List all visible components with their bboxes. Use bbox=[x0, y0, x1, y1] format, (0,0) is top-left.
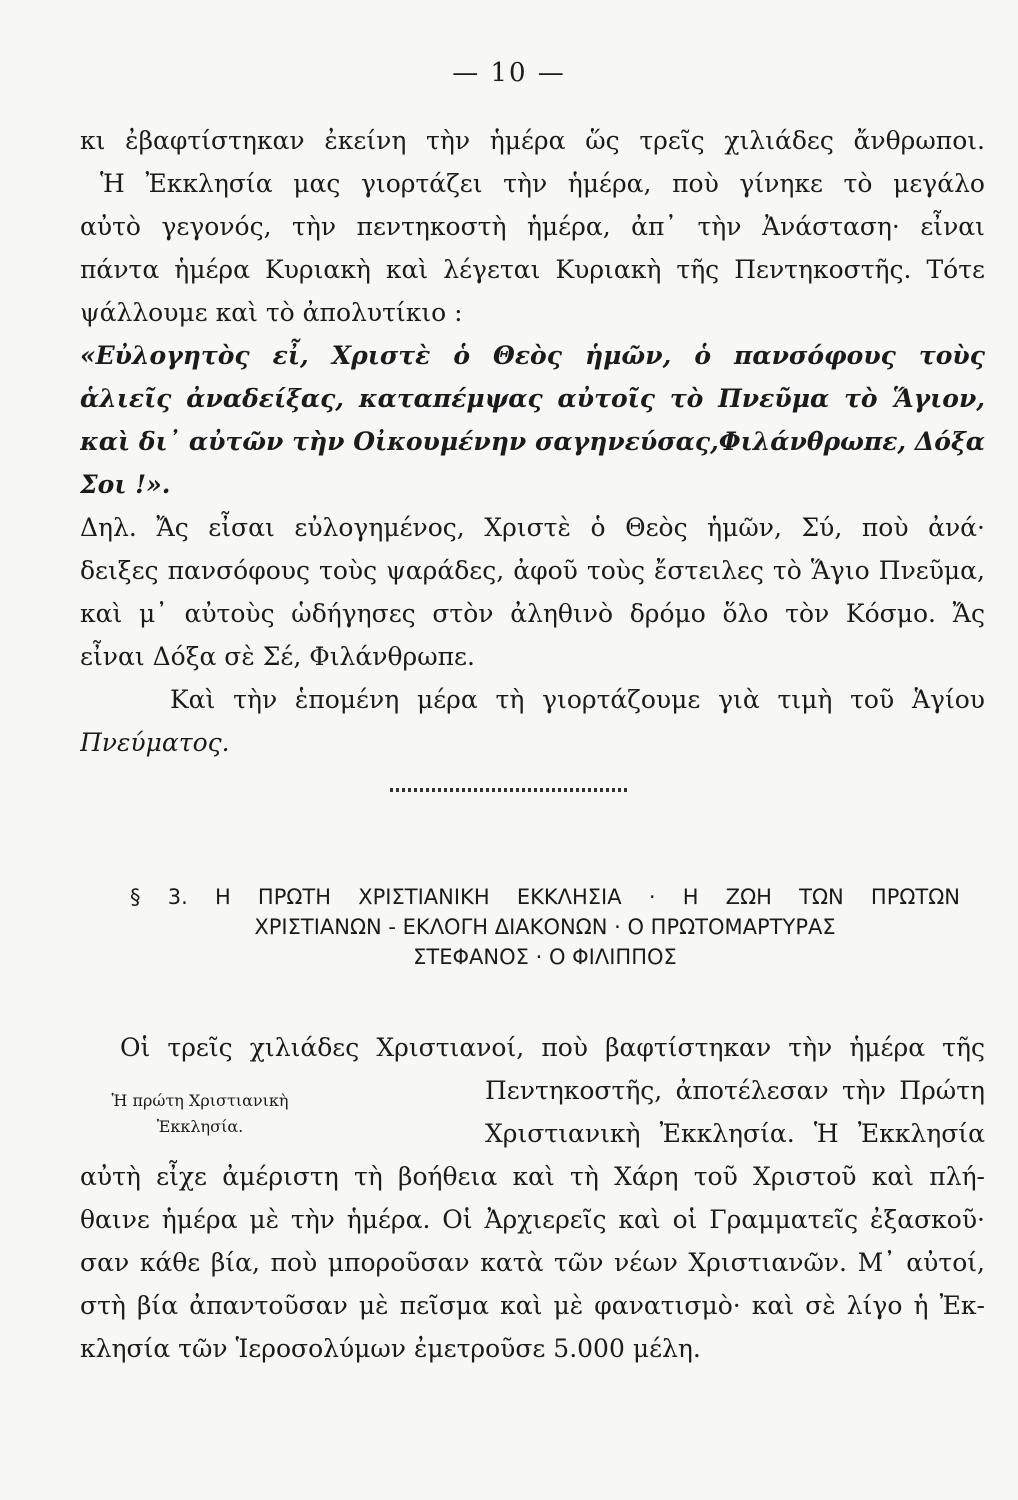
margin-note-line: Ἐκκλησία. bbox=[156, 1117, 244, 1136]
apolytikion-hymn bbox=[80, 334, 985, 506]
text-line: αὐτὴ εἶχε ἀμέριστη τὴ βοήθεια καὶ τὴ Χάρη τοῦ Χριστοῦ καὶ πλή- bbox=[80, 1162, 985, 1191]
section-divider bbox=[390, 788, 630, 792]
text-line: σαν κάθε βία, ποὺ μποροῦσαν κατὰ τῶν νέων Χριστιανῶν. Μ᾽ αὐτοί, bbox=[80, 1248, 985, 1277]
paragraph-2 bbox=[80, 506, 985, 678]
section-heading bbox=[130, 882, 960, 972]
hymn-line: καὶ δι᾽ αὐτῶν τὴν Οἰκουμένην σαγηνεύσας,Φιλάνθρωπε, Δόξα bbox=[80, 427, 985, 456]
paragraph-1 bbox=[80, 119, 985, 334]
text-line: καὶ μ᾽ αὐτοὺς ὡδήγησες στὸν ἀληθινὸ δρόμο ὅλο τὸν Κόσμο. Ἄς bbox=[80, 599, 985, 628]
text-line: αὐτὸ γεγονός, τὴν πεντηκοστὴ ἡμέρα, ἀπ᾽ τὴν Ἀνάσταση· εἶναι bbox=[80, 212, 985, 241]
text-line: εἶναι Δόξα σὲ Σέ, Φιλάνθρωπε. bbox=[80, 642, 475, 671]
text-line: κι ἐβαφτίστηκαν ἐκείνη τὴν ἡμέρα ὥς τρεῖς χιλιάδες ἄνθρωποι. bbox=[80, 126, 985, 155]
text-line: κλησία τῶν Ἱεροσολύμων ἐμετροῦσε 5.000 μέλη. bbox=[80, 1334, 701, 1363]
text-line: θαινε ἡμέρα μὲ τὴν ἡμέρα. Οἱ Ἀρχιερεῖς καὶ οἱ Γραμματεῖς ἐξασκοῦ· bbox=[80, 1205, 985, 1234]
page-number: — 10 — bbox=[452, 58, 566, 88]
text-line: Πνεύματος. bbox=[80, 728, 230, 757]
text-line: πάντα ἡμέρα Κυριακὴ καὶ λέγεται Κυριακὴ τῆς Πεντηκοστῆς. Τότε bbox=[80, 255, 985, 284]
hymn-line: «Εὐλογητὸς εἶ, Χριστὲ ὁ Θεὸς ἡμῶν, ὁ πανσόφους τοὺς bbox=[80, 341, 985, 370]
section-heading-line: § 3. Η ΠΡΩΤΗ ΧΡΙΣΤΙΑΝΙΚΗ ΕΚΚΛΗΣΙΑ · Η ΖΩΗ ΤΩΝ ΠΡΩΤΩΝ bbox=[130, 885, 960, 909]
section-heading-line: ΣΤΕΦΑΝΟΣ · Ο ΦΙΛΙΠΠΟΣ bbox=[413, 945, 677, 969]
text-line: Καὶ τὴν ἑπομένη μέρα τὴ γιορτάζουμε γιὰ τιμὴ τοῦ Ἁγίου bbox=[170, 685, 985, 714]
text-line: Πεντηκοστῆς, ἀποτέλεσαν τὴν Πρώτη bbox=[485, 1076, 985, 1105]
text-line: Χριστιανικὴ Ἐκκλησία. Ἡ Ἐκκλησία bbox=[485, 1119, 985, 1148]
text-line: δειξες πανσόφους τοὺς ψαράδες, ἀφοῦ τοὺς ἔστειλες τὸ Ἅγιο Πνεῦμα, bbox=[80, 556, 985, 585]
section-heading-line: ΧΡΙΣΤΙΑΝΩΝ - ΕΚΛΟΓΗ ΔΙΑΚΟΝΩΝ · Ο ΠΡΩΤΟΜΑΡΤΥΡΑΣ bbox=[254, 915, 836, 939]
hymn-line: Σοι !». bbox=[80, 470, 171, 499]
text-line: Οἱ τρεῖς χιλιάδες Χριστιανοί, ποὺ βαφτίστηκαν τὴν ἡμέρα τῆς bbox=[120, 1033, 985, 1062]
margin-note-line: Ἡ πρώτη Χριστιανικὴ bbox=[111, 1091, 289, 1110]
paragraph-4 bbox=[80, 1026, 985, 1370]
paragraph-3 bbox=[80, 678, 985, 764]
hymn-line: ἁλιεῖς ἀναδείξας, καταπέμψας αὐτοῖς τὸ Πνεῦμα τὸ Ἅγιον, bbox=[80, 384, 985, 413]
text-line: στὴ βία ἀπαντοῦσαν μὲ πεῖσμα καὶ μὲ φανατισμὸ· καὶ σὲ λίγο ἡ Ἐκ- bbox=[80, 1291, 985, 1320]
text-line: Ἡ Ἐκκλησία μας γιορτάζει τὴν ἡμέρα, ποὺ γίνηκε τὸ μεγάλο bbox=[100, 169, 985, 198]
text-line: ψάλλουμε καὶ τὸ ἀπολυτίκιο : bbox=[80, 298, 463, 327]
text-line: Δηλ. Ἄς εἶσαι εὐλογημένος, Χριστὲ ὁ Θεὸς ἡμῶν, Σύ, ποὺ ἀνά· bbox=[80, 513, 985, 542]
